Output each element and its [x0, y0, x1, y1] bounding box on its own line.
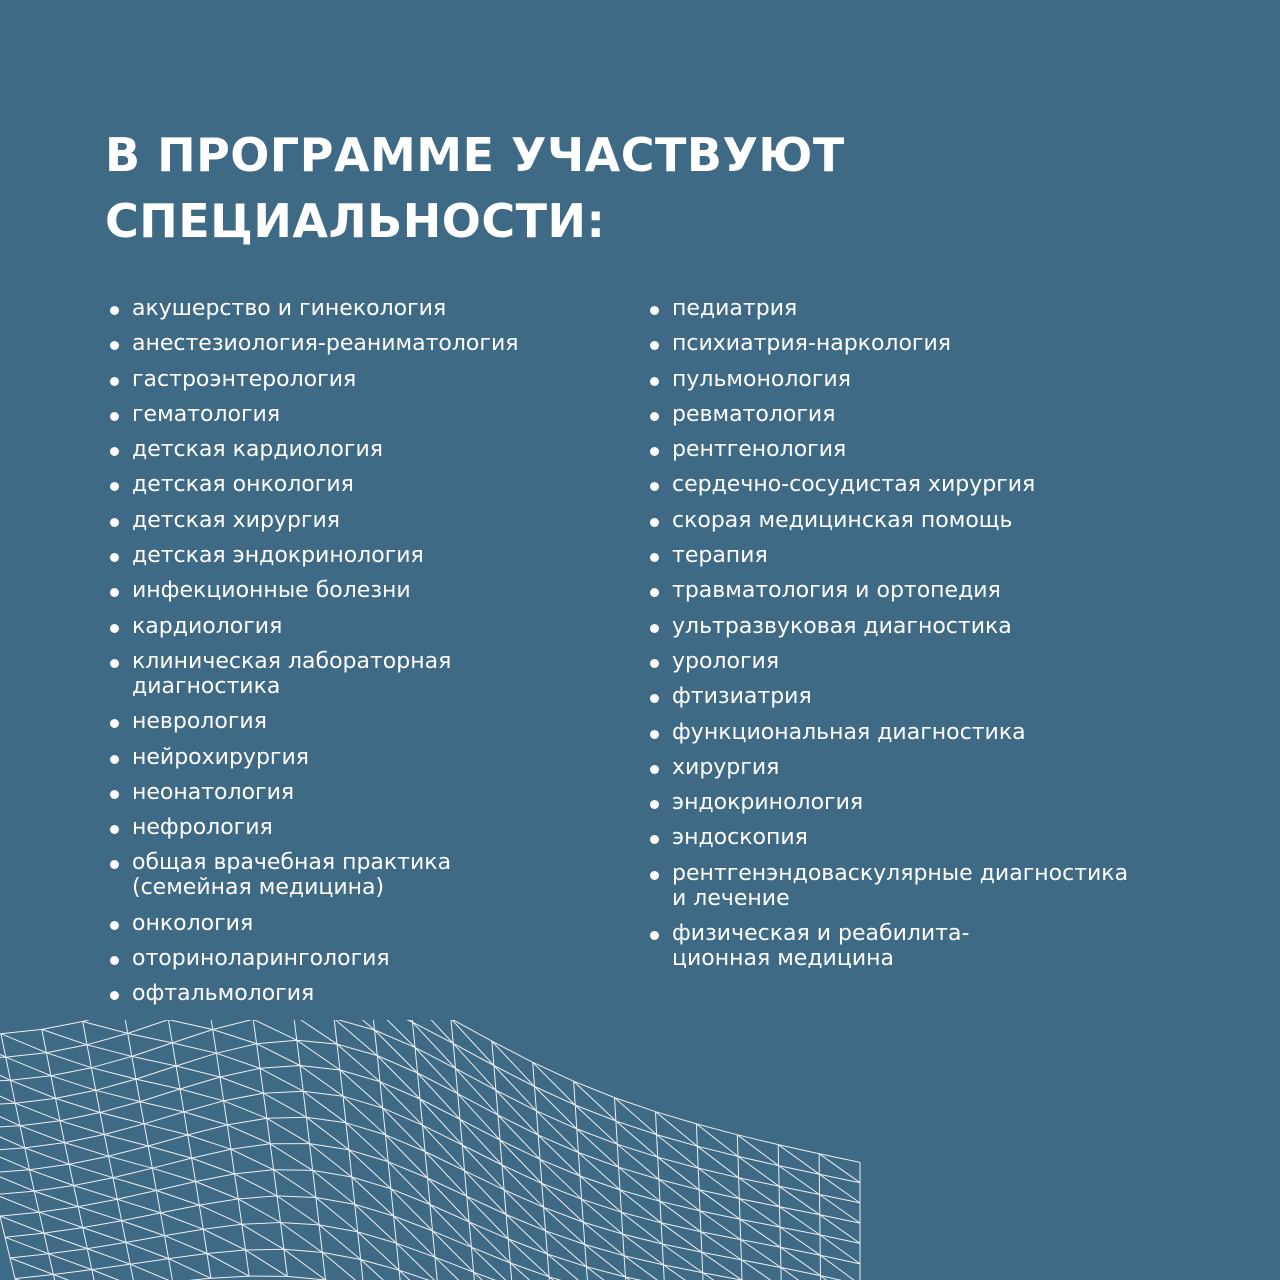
list-item: физическая и реабилита- ционная медицина	[648, 921, 1248, 971]
specialties-list-left	[108, 296, 628, 1017]
list-item: терапия	[648, 543, 1248, 568]
list-item: нефрология	[108, 815, 628, 840]
list-item: детская кардиология	[108, 437, 628, 462]
list-item: акушерство и гинекология	[108, 296, 628, 321]
list-item: нейрохирургия	[108, 745, 628, 770]
list-item: хирургия	[648, 755, 1248, 780]
wireframe-mesh-icon	[0, 1020, 1280, 1280]
list-item: сердечно-сосудистая хирургия	[648, 472, 1248, 497]
title-line-1: В ПРОГРАММЕ УЧАСТВУЮТ	[105, 128, 845, 182]
list-item: рентгенэндоваскулярные диагностика и лечение	[648, 861, 1248, 911]
list-item: онкология	[108, 911, 628, 936]
list-item: эндокринология	[648, 790, 1248, 815]
list-item: травматология и ортопедия	[648, 578, 1248, 603]
list-item: скорая медицинская помощь	[648, 508, 1248, 533]
list-item: психиатрия-наркология	[648, 331, 1248, 356]
list-item: офтальмология	[108, 981, 628, 1006]
list-item: педиатрия	[648, 296, 1248, 321]
list-item: неонатология	[108, 780, 628, 805]
list-item: клиническая лабораторная диагностика	[108, 649, 628, 699]
list-item: общая врачебная практика (семейная медицина)	[108, 850, 628, 900]
list-item: рентгенология	[648, 437, 1248, 462]
list-item: пульмонология	[648, 367, 1248, 392]
list-item: фтизиатрия	[648, 684, 1248, 709]
specialties-list-right	[648, 296, 1248, 981]
list-item: кардиология	[108, 614, 628, 639]
list-item: анестезиология-реаниматология	[108, 331, 628, 356]
list-item: гематология	[108, 402, 628, 427]
list-item: функциональная диагностика	[648, 720, 1248, 745]
list-item: ревматология	[648, 402, 1248, 427]
list-item: эндоскопия	[648, 825, 1248, 850]
list-item: детская эндокринология	[108, 543, 628, 568]
list-item: детская хирургия	[108, 508, 628, 533]
list-item: неврология	[108, 709, 628, 734]
list-item: оториноларингология	[108, 946, 628, 971]
list-item: детская онкология	[108, 472, 628, 497]
title-line-2: СПЕЦИАЛЬНОСТИ:	[105, 194, 606, 248]
list-item: ультразвуковая диагностика	[648, 614, 1248, 639]
list-item: инфекционные болезни	[108, 578, 628, 603]
list-item: урология	[648, 649, 1248, 674]
page-title	[105, 122, 1205, 254]
list-item: гастроэнтерология	[108, 367, 628, 392]
